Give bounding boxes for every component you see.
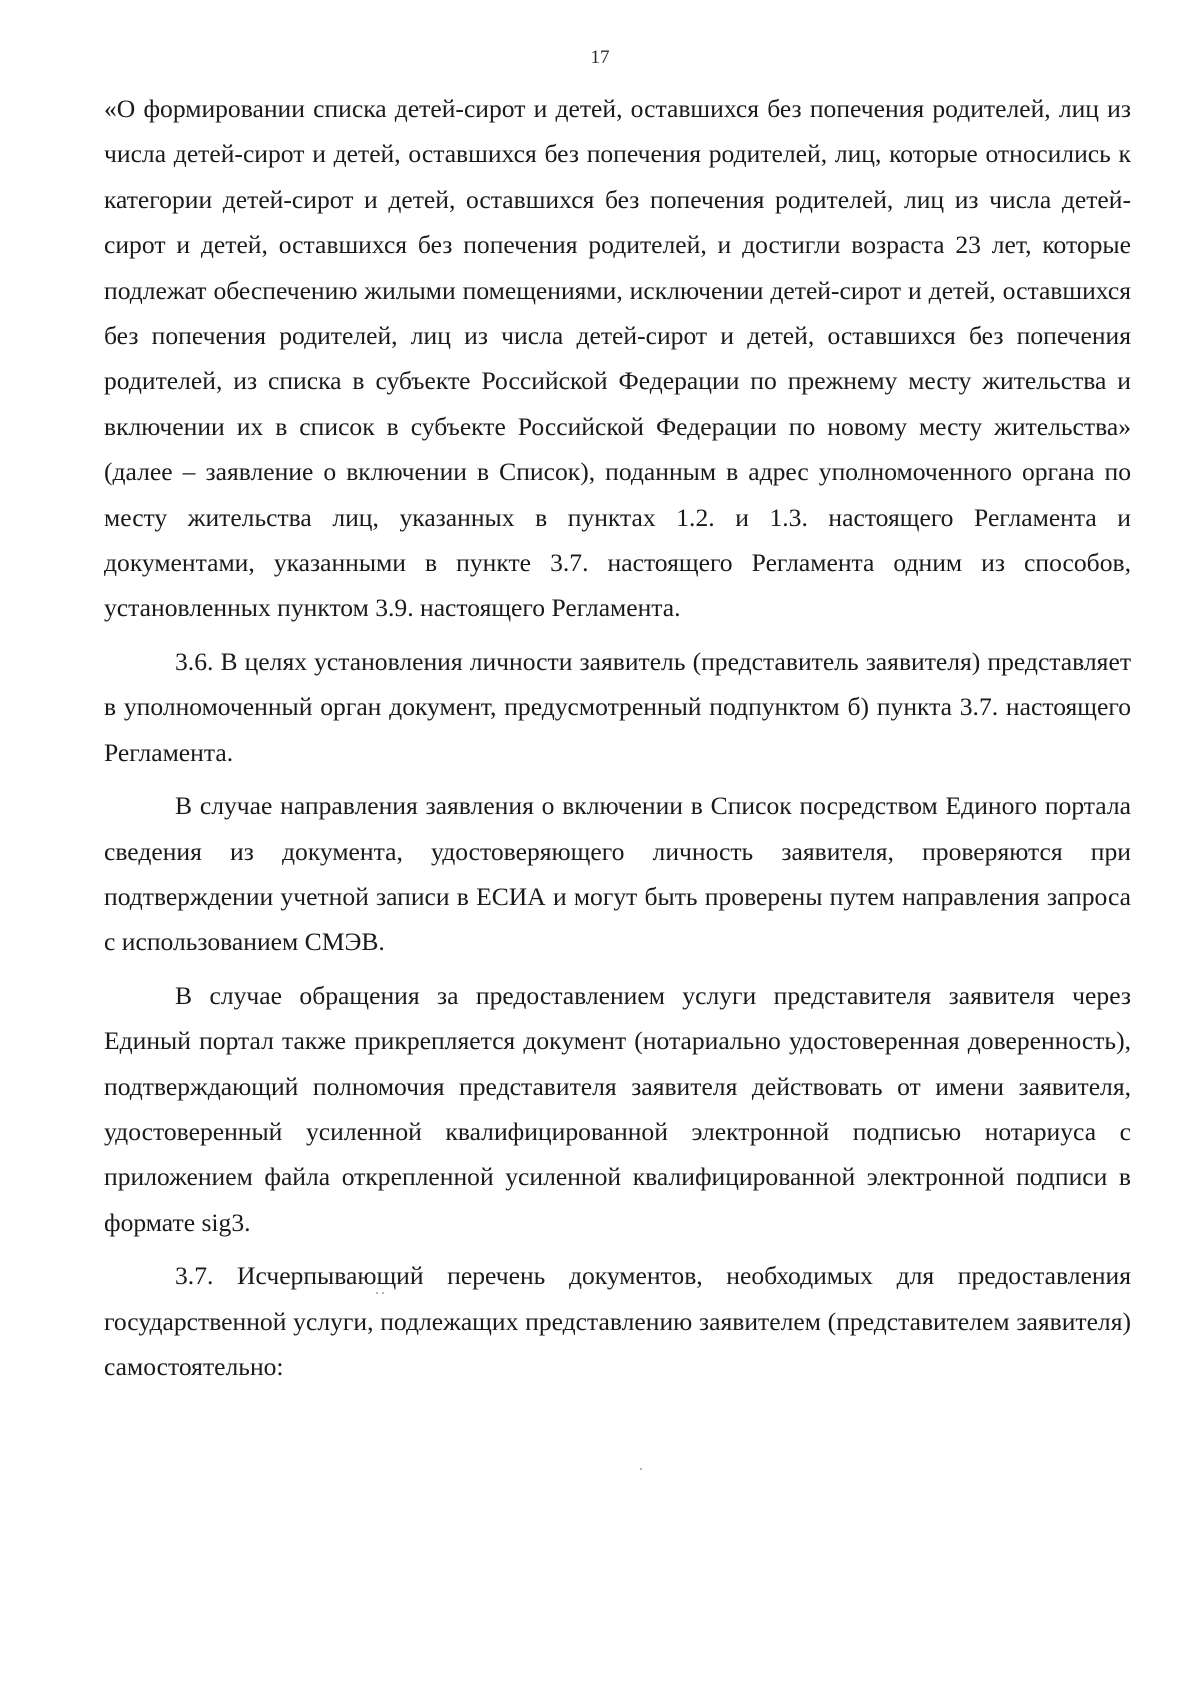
paragraph-representative: В случае обращения за предоставлением услуги представителя заявителя через Единый портал также прикрепляется документ (нотариально удостоверенная доверенность), подтверждающий полномочия представителя заявителя действовать от имени заявителя, удостоверенный усиленной квалифицированной электронной подписью нотариуса с приложением файла открепленной усиленной квалифицированной электронной подписи в формате sig3. — [104, 980, 1131, 1237]
page-number: 17 — [590, 47, 610, 68]
scan-speck — [640, 1468, 642, 1470]
scan-speck — [376, 1292, 378, 1294]
paragraph-continuation: «О формировании списка детей-сирот и детей, оставшихся без попечения родителей, лиц из числа детей-сирот и детей, оставшихся без попечения родителей, лиц, которые относились к категории детей-сирот и детей, оставшихся без попечения родителей, лиц из числа детей-сирот и детей, оставшихся без попечения родителей, и достигли возраста 23 лет, которые подлежат обеспечению жилыми помещениями, исключении детей-сирот и детей, оставшихся без попечения родителей, лиц из числа детей-сирот и детей, оставшихся без попечения родителей, из списка в субъекте Российской Федерации по прежнему месту жительства и включении их в список в субъекте Российской Федерации по новому месту жительства» (далее – заявление о включении в Список), поданным в адрес уполномоченного органа по месту жительства лиц, указанных в пунктах 1.2. и 1.3. настоящего Регламента и документами, указанными в пункте 3.7. настоящего Регламента одним из способов, установленных пунктом 3.9. настоящего Регламента. — [104, 94, 1131, 623]
paragraph-3-6: 3.6. В целях установления личности заявитель (представитель заявителя) представляет в уполномоченный орган документ, предусмотренный подпунктом б) пункта 3.7. настоящего Регламента. — [104, 646, 1131, 767]
scan-speck — [382, 1292, 384, 1294]
paragraph-3-7: 3.7. Исчерпывающий перечень документов, необходимых для предоставления государственной услуги, подлежащих представлению заявителем (представителем заявителя) самостоятельно: — [104, 1261, 1131, 1381]
document-body — [104, 86, 1131, 1389]
paragraph-single-portal: В случае направления заявления о включении в Список посредством Единого портала сведения из документа, удостоверяющего личность заявителя, проверяются при подтверждении учетной записи в ЕСИА и могут быть проверены путем направления запроса с использованием СМЭВ. — [104, 791, 1131, 957]
